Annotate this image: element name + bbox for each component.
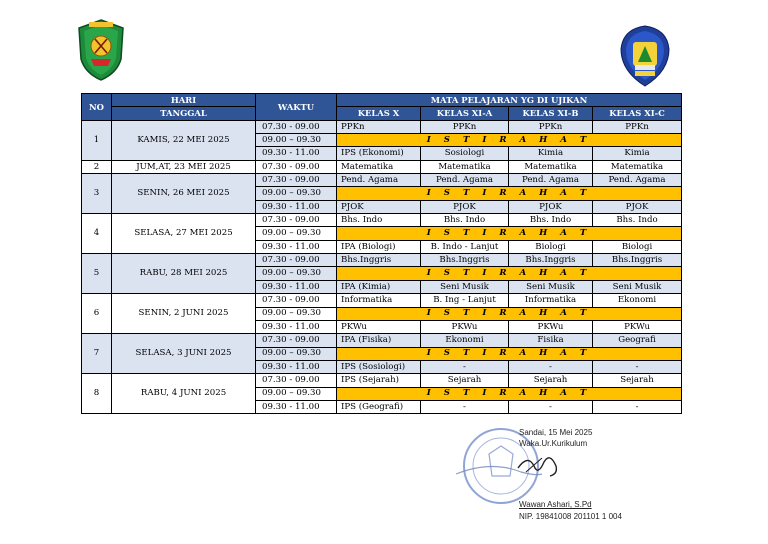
subject-cell: Seni Musik	[593, 280, 682, 293]
time-slot: 07.30 - 09.00	[256, 214, 337, 227]
time-slot: 09.00 – 09.30	[256, 307, 337, 320]
subject-cell: Matematika	[337, 160, 421, 173]
subject-cell: Bhs. Indo	[593, 214, 682, 227]
table-row	[82, 254, 682, 267]
subject-cell: Sejarah	[509, 374, 593, 387]
istirahat-break: I S T I R A H A T	[337, 387, 682, 400]
subject-cell: Kimia	[509, 147, 593, 160]
subject-cell: Pend. Agama	[593, 174, 682, 187]
subject-cell: Sejarah	[593, 374, 682, 387]
time-slot: 07.30 - 09.00	[256, 174, 337, 187]
day-date: SENIN, 26 MEI 2025	[112, 174, 256, 214]
signature-role: Waka.Ur.Kurikulum	[519, 439, 588, 448]
day-number: 1	[82, 120, 112, 160]
regional-emblem-icon	[77, 19, 125, 81]
day-date: SELASA, 27 MEI 2025	[112, 214, 256, 254]
subject-cell: IPS (Sosiologi)	[337, 360, 421, 373]
istirahat-break: I S T I R A H A T	[337, 267, 682, 280]
header-waktu: WAKTU	[256, 94, 337, 121]
subject-cell: PPKn	[593, 120, 682, 133]
time-slot: 09.00 – 09.30	[256, 267, 337, 280]
header-hari: HARI	[112, 94, 256, 107]
subject-cell: Bhs.Inggris	[593, 254, 682, 267]
subject-cell: Informatika	[337, 294, 421, 307]
subject-cell: Fisika	[509, 334, 593, 347]
table-row	[82, 160, 682, 173]
time-slot: 09.00 – 09.30	[256, 227, 337, 240]
time-slot: 07.30 - 09.00	[256, 120, 337, 133]
istirahat-break: I S T I R A H A T	[337, 307, 682, 320]
subject-cell: PKWu	[509, 320, 593, 333]
subject-cell: IPA (Fisika)	[337, 334, 421, 347]
subject-cell: Bhs.Inggris	[337, 254, 421, 267]
subject-cell: B. Ing - Lanjut	[421, 294, 509, 307]
header-kelas-x: KELAS X	[337, 107, 421, 120]
subject-cell: PPKn	[509, 120, 593, 133]
signature-nip: NIP. 19841008 201101 1 004	[519, 512, 622, 521]
time-slot: 09.30 - 11.00	[256, 240, 337, 253]
day-number: 4	[82, 214, 112, 254]
day-date: RABU, 4 JUNI 2025	[112, 374, 256, 414]
time-slot: 07.30 - 09.00	[256, 160, 337, 173]
subject-cell: Bhs. Indo	[509, 214, 593, 227]
time-slot: 09.00 – 09.30	[256, 347, 337, 360]
subject-cell: Geografi	[593, 334, 682, 347]
subject-cell: Matematika	[421, 160, 509, 173]
subject-cell: IPA (Kimia)	[337, 280, 421, 293]
schedule-body	[82, 120, 682, 414]
day-number: 7	[82, 334, 112, 374]
time-slot: 09.00 – 09.30	[256, 387, 337, 400]
subject-cell: Sejarah	[421, 374, 509, 387]
time-slot: 09.30 - 11.00	[256, 400, 337, 413]
subject-cell: PKWu	[421, 320, 509, 333]
subject-cell: Bhs.Inggris	[421, 254, 509, 267]
subject-cell: -	[421, 400, 509, 413]
subject-cell: IPA (Biologi)	[337, 240, 421, 253]
school-emblem-icon	[619, 25, 671, 87]
subject-cell: PJOK	[509, 200, 593, 213]
subject-cell: Kimia	[593, 147, 682, 160]
header-kelas-xi-b: KELAS XI-B	[509, 107, 593, 120]
time-slot: 09.30 - 11.00	[256, 200, 337, 213]
time-slot: 07.30 - 09.00	[256, 294, 337, 307]
subject-cell: IPS (Geografi)	[337, 400, 421, 413]
subject-cell: Pend. Agama	[509, 174, 593, 187]
day-date: JUM,AT, 23 MEI 2025	[112, 160, 256, 173]
subject-cell: B. Indo - Lanjut	[421, 240, 509, 253]
signature-place-date: Sandai, 15 Mei 2025	[519, 428, 593, 437]
day-date: SELASA, 3 JUNI 2025	[112, 334, 256, 374]
subject-cell: Matematika	[593, 160, 682, 173]
table-row	[82, 294, 682, 307]
day-number: 6	[82, 294, 112, 334]
day-number: 2	[82, 160, 112, 173]
time-slot: 09.00 – 09.30	[256, 187, 337, 200]
subject-cell: Matematika	[509, 160, 593, 173]
istirahat-break: I S T I R A H A T	[337, 187, 682, 200]
table-row	[82, 174, 682, 187]
subject-cell: Bhs. Indo	[337, 214, 421, 227]
subject-cell: IPS (Ekonomi)	[337, 147, 421, 160]
subject-cell: PJOK	[593, 200, 682, 213]
istirahat-break: I S T I R A H A T	[337, 134, 682, 147]
subject-cell: Seni Musik	[509, 280, 593, 293]
time-slot: 09.30 - 11.00	[256, 320, 337, 333]
istirahat-break: I S T I R A H A T	[337, 347, 682, 360]
time-slot: 09.30 - 11.00	[256, 360, 337, 373]
header-no: NO	[82, 94, 112, 121]
subject-cell: -	[593, 400, 682, 413]
time-slot: 09.00 – 09.30	[256, 134, 337, 147]
subject-cell: PPKn	[421, 120, 509, 133]
time-slot: 09.30 - 11.00	[256, 280, 337, 293]
day-number: 5	[82, 254, 112, 294]
subject-cell: Sosiologi	[421, 147, 509, 160]
table-row	[82, 214, 682, 227]
day-date: SENIN, 2 JUNI 2025	[112, 294, 256, 334]
exam-schedule-table	[81, 93, 682, 414]
subject-cell: PPKn	[337, 120, 421, 133]
header-tanggal: TANGGAL	[112, 107, 256, 120]
subject-cell: IPS (Sejarah)	[337, 374, 421, 387]
subject-cell: Ekonomi	[593, 294, 682, 307]
time-slot: 07.30 - 09.00	[256, 374, 337, 387]
istirahat-break: I S T I R A H A T	[337, 227, 682, 240]
subject-cell: -	[509, 360, 593, 373]
time-slot: 07.30 - 09.00	[256, 334, 337, 347]
signature-name: Wawan Ashari, S.Pd	[519, 500, 592, 509]
day-date: KAMIS, 22 MEI 2025	[112, 120, 256, 160]
day-number: 3	[82, 174, 112, 214]
subject-cell: Biologi	[509, 240, 593, 253]
subject-cell: -	[593, 360, 682, 373]
subject-cell: PJOK	[421, 200, 509, 213]
subject-cell: Pend. Agama	[421, 174, 509, 187]
table-row	[82, 120, 682, 133]
subject-cell: Seni Musik	[421, 280, 509, 293]
subject-cell: PKWu	[337, 320, 421, 333]
subject-cell: PJOK	[337, 200, 421, 213]
subject-cell: -	[421, 360, 509, 373]
day-number: 8	[82, 374, 112, 414]
table-row	[82, 374, 682, 387]
table-row	[82, 334, 682, 347]
header-kelas-xi-a: KELAS XI-A	[421, 107, 509, 120]
subject-cell: Pend. Agama	[337, 174, 421, 187]
subject-cell: Informatika	[509, 294, 593, 307]
day-date: RABU, 28 MEI 2025	[112, 254, 256, 294]
header-mapel: MATA PELAJARAN YG DI UJIKAN	[337, 94, 682, 107]
time-slot: 09.30 - 11.00	[256, 147, 337, 160]
subject-cell: Bhs.Inggris	[509, 254, 593, 267]
subject-cell: Ekonomi	[421, 334, 509, 347]
subject-cell: Biologi	[593, 240, 682, 253]
subject-cell: PKWu	[593, 320, 682, 333]
header-kelas-xi-c: KELAS XI-C	[593, 107, 682, 120]
time-slot: 07.30 - 09.00	[256, 254, 337, 267]
subject-cell: Bhs. Indo	[421, 214, 509, 227]
subject-cell: -	[509, 400, 593, 413]
